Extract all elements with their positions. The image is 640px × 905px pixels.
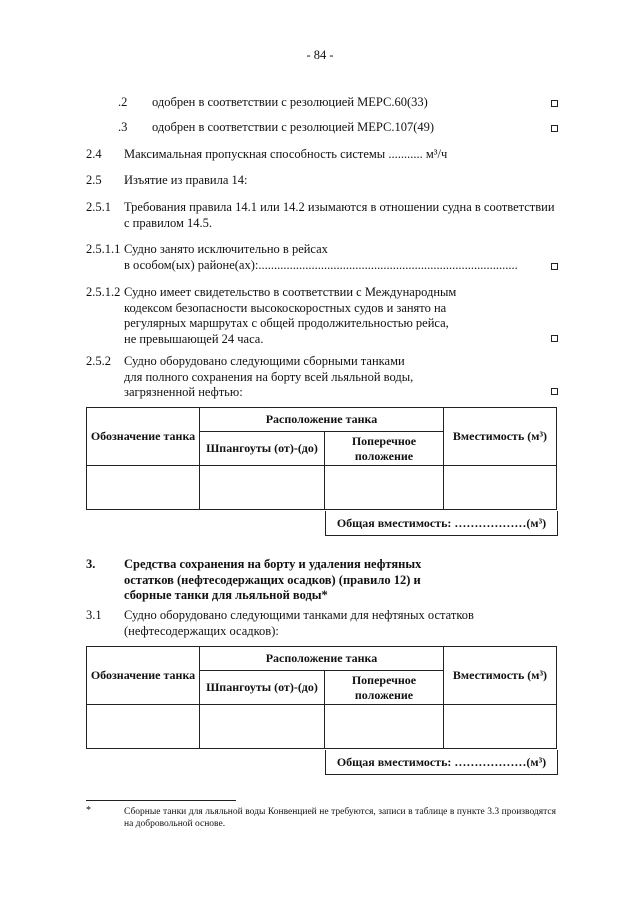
col-lateral-header: Поперечное положение <box>325 671 444 705</box>
section-2-5-1-number: 2.5.1 <box>86 200 111 214</box>
item-2-number: .2 <box>118 95 128 109</box>
footnote-divider <box>86 800 236 801</box>
item-2-checkbox[interactable] <box>551 100 558 107</box>
section-2-4-number: 2.4 <box>86 147 102 161</box>
section-3-1-number: 3.1 <box>86 608 102 622</box>
section-2-5-1-1-number: 2.5.1.1 <box>86 242 121 256</box>
total-capacity-1: Общая вместимость: ………………(м³) <box>325 511 558 536</box>
section-2-5-1-1-line2: в особом(ых) районе(ах):................................................................................... <box>124 258 518 272</box>
item-3-text: одобрен в соответствии с резолюцией МЕРС.107(49) <box>152 120 435 134</box>
col-location-header: Расположение танка <box>200 408 444 432</box>
tank-capacity-cell[interactable] <box>444 705 557 749</box>
tank-designation-cell[interactable] <box>87 705 200 749</box>
section-3-text: Средства сохранения на борту и удаления нефтяных остатков (нефтесодержащих осадков) (правило 12) и сборные танки для льяльной воды* <box>124 557 422 602</box>
section-2-5-2-number: 2.5.2 <box>86 354 111 368</box>
section-3-1-text: Судно оборудовано следующими танками для нефтяных остатков (нефтесодержащих осадков): <box>124 608 474 638</box>
col-designation-header: Обозначение танка <box>87 647 200 705</box>
col-frames-header: Шпангоуты (от)-(до) <box>200 671 325 705</box>
tank-frames-cell[interactable] <box>200 705 325 749</box>
section-2-5-1-2-text: Судно имеет свидетельство в соответствии с Международным кодексом безопасности высокоскоростных судов и занято на регулярных маршрутах с общей продолжительностью рейса, не превышающей 24 часа. <box>124 285 457 346</box>
section-2-5-1-text: Требования правила 14.1 или 14.2 изымаются в отношении судна в соответствии с правилом 14.5. <box>124 200 555 230</box>
footnote-mark: * <box>86 805 91 816</box>
total-capacity-2: Общая вместимость: ………………(м³) <box>325 750 558 775</box>
section-2-5-1-1-checkbox[interactable] <box>551 263 558 270</box>
tank-designation-cell[interactable] <box>87 466 200 510</box>
section-2-5-text: Изъятие из правила 14: <box>124 173 248 187</box>
bilge-tanks-table <box>86 407 557 510</box>
col-capacity-header: Вместимость (м³) <box>444 647 557 705</box>
col-designation-header: Обозначение танка <box>87 408 200 466</box>
item-3-number: .3 <box>118 120 128 134</box>
tank-capacity-cell[interactable] <box>444 466 557 510</box>
sludge-tanks-table <box>86 646 557 749</box>
col-capacity-header: Вместимость (м³) <box>444 408 557 466</box>
col-lateral-header: Поперечное положение <box>325 432 444 466</box>
item-3-checkbox[interactable] <box>551 125 558 132</box>
footnote-text: Сборные танки для льяльной воды Конвенцией не требуются, записи в таблице в пункте 3.3 производятся на добровольной основе. <box>124 807 556 829</box>
tank-lateral-cell[interactable] <box>325 466 444 510</box>
tank-frames-cell[interactable] <box>200 466 325 510</box>
section-2-5-2-checkbox[interactable] <box>551 388 558 395</box>
section-2-5-1-2-checkbox[interactable] <box>551 335 558 342</box>
col-location-header: Расположение танка <box>200 647 444 671</box>
section-2-5-2-text: Судно оборудовано следующими сборными танками для полного сохранения на борту всей льяльной воды, загрязненной нефтью: <box>124 354 414 399</box>
tank-lateral-cell[interactable] <box>325 705 444 749</box>
section-3-number: 3. <box>86 557 96 571</box>
page-number: - 84 - <box>306 48 334 62</box>
item-2-text: одобрен в соответствии с резолюцией МЕРС.60(33) <box>152 95 428 109</box>
section-2-4-text: Максимальная пропускная способность системы ........... м³/ч <box>124 147 448 161</box>
section-2-5-1-1-line1: Судно занято исключительно в рейсах <box>124 242 328 256</box>
section-2-5-number: 2.5 <box>86 173 102 187</box>
section-2-5-1-2-number: 2.5.1.2 <box>86 285 121 299</box>
col-frames-header: Шпангоуты (от)-(до) <box>200 432 325 466</box>
